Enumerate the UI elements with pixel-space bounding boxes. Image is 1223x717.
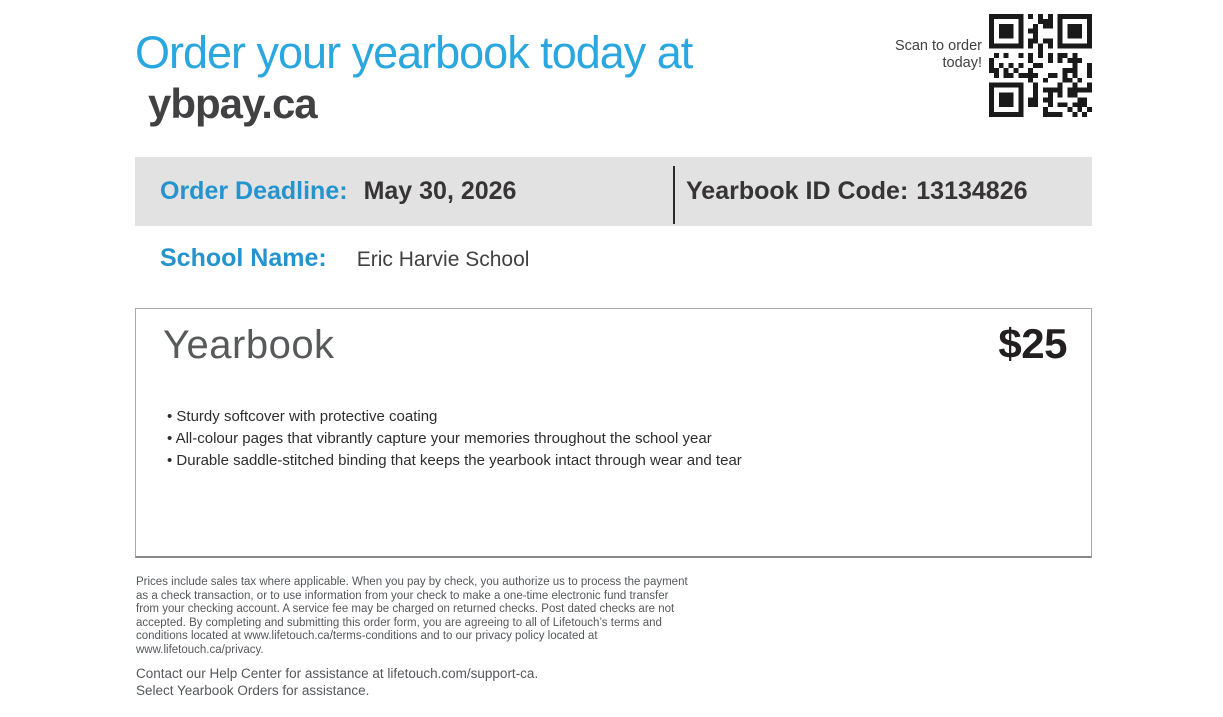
qr-caption-line1: Scan to order xyxy=(894,38,982,54)
header-title xyxy=(135,26,692,127)
ybpay-url: ybpay.ca xyxy=(148,79,317,127)
school-name-label: School Name: xyxy=(160,244,327,272)
vertical-divider xyxy=(673,166,675,224)
order-deadline xyxy=(160,157,516,226)
product-card xyxy=(135,308,1092,558)
product-feature: • Durable saddle-stitched binding that keeps the yearbook intact through wear and tear xyxy=(167,450,742,472)
legal-text: Prices include sales tax where applicable. When you pay by check, you authorize us to process the payment as a check transaction, or to use information from your check to make a one-time electronic fund transfer from your checking account. A service fee may be charged on returned checks. Post dated checks are not accepted. By completing and submitting this order form, you are agreeing to all of Lifetouch’s terms and conditions located at www.lifetouch.ca/terms-conditions and to our privacy policy located at www.lifetouch.ca/privacy. xyxy=(136,576,688,656)
yearbook-id-value: 13134826 xyxy=(916,177,1028,205)
yearbook-id xyxy=(686,157,1028,226)
contact-line2: Select Yearbook Orders for assistance. xyxy=(136,682,370,698)
qr-code-icon xyxy=(989,14,1092,117)
contact-info xyxy=(136,666,538,699)
qr-caption-line2: today! xyxy=(942,54,982,71)
page-title: Order your yearbook today at xyxy=(135,27,693,78)
product-feature: • All-colour pages that vibrantly capture your memories throughout the school year xyxy=(167,428,742,450)
school-name-value: Eric Harvie School xyxy=(356,248,530,271)
deadline-bar xyxy=(135,157,1092,226)
yearbook-id-label: Yearbook ID Code: xyxy=(686,177,909,205)
product-feature-list xyxy=(167,406,742,472)
product-price: $25 xyxy=(998,320,1067,367)
product-feature: • Sturdy softcover with protective coating xyxy=(167,406,742,428)
qr-block xyxy=(864,14,1092,117)
qr-caption xyxy=(864,38,982,117)
school-name-row xyxy=(160,244,529,273)
contact-line1: Contact our Help Center for assistance at lifetouch.com/support-ca. xyxy=(136,666,539,681)
order-deadline-value: May 30, 2026 xyxy=(363,177,517,205)
product-name: Yearbook xyxy=(163,323,335,367)
order-deadline-label: Order Deadline: xyxy=(160,177,348,205)
